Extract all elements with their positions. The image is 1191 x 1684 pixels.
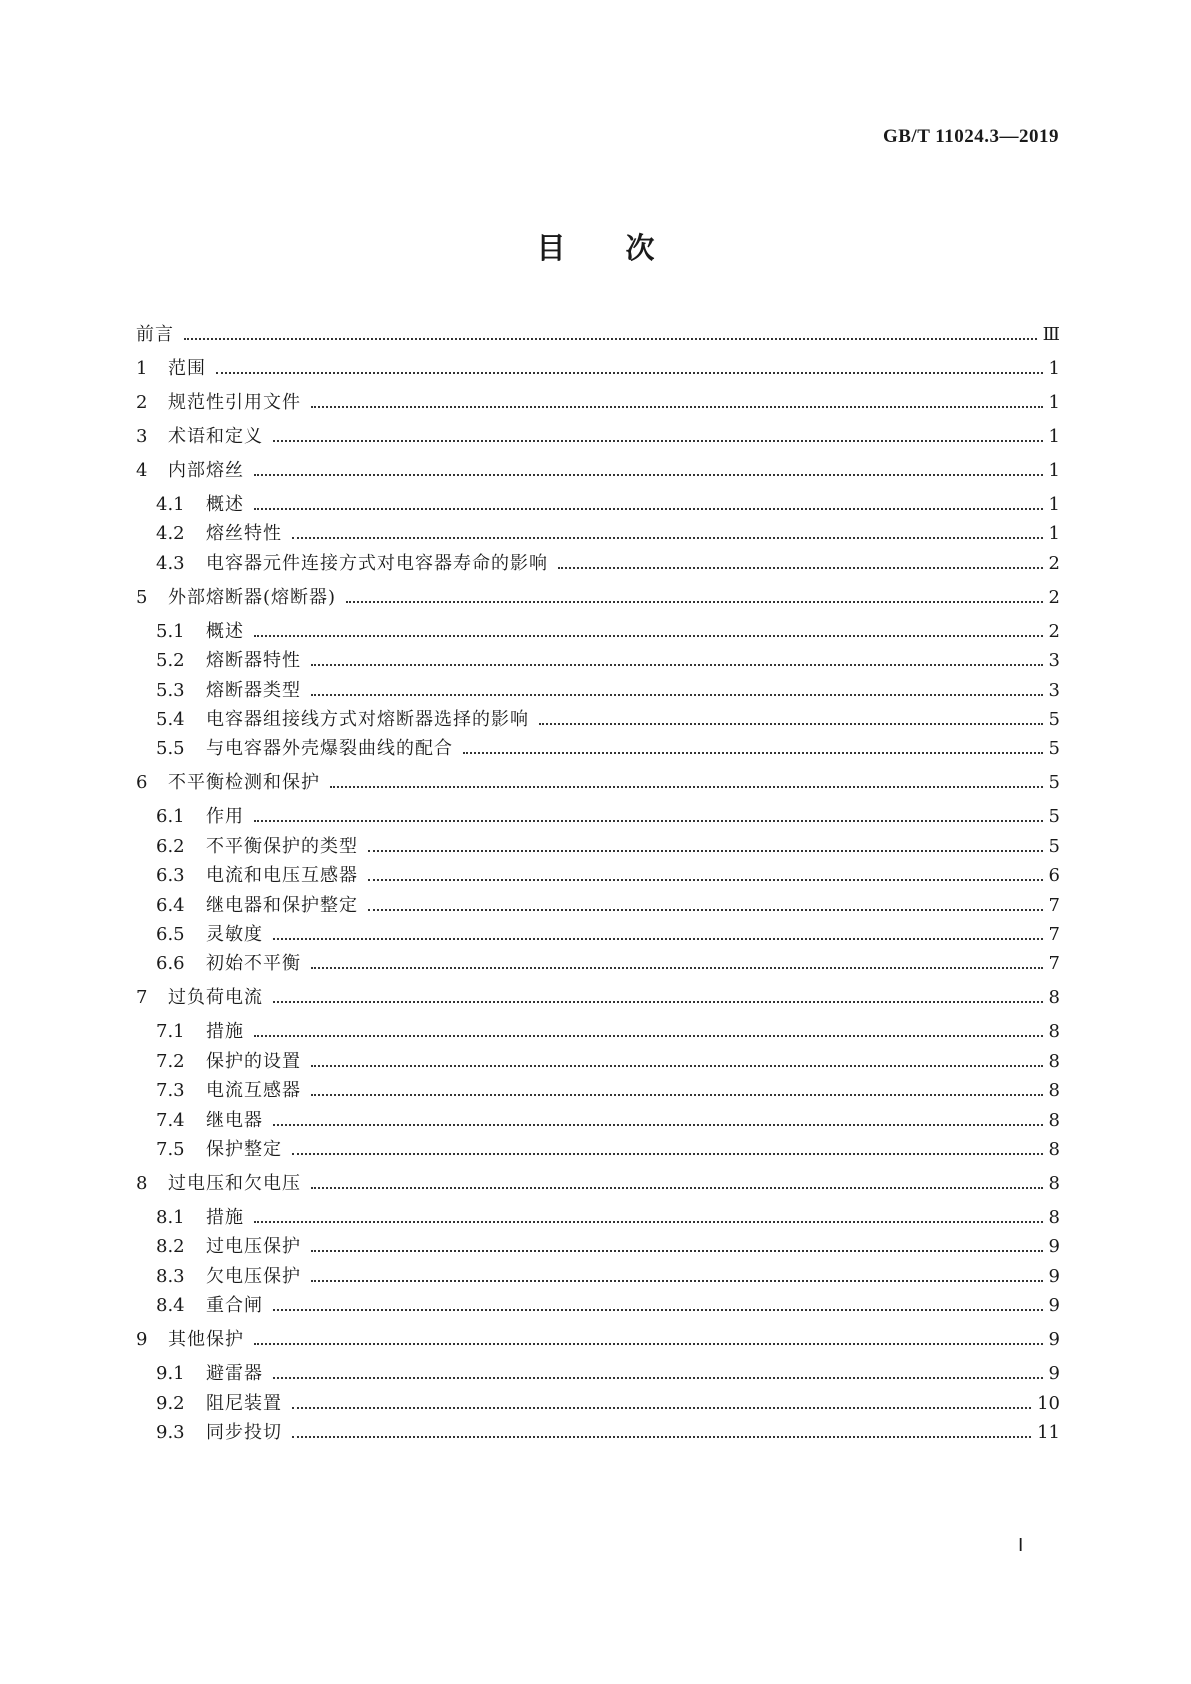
toc-entry[interactable] [156,737,1060,761]
toc-entry-page: 1 [1048,460,1060,481]
toc-entry-number: 7 [136,987,148,1009]
toc-entry-number: 5.3 [156,679,185,701]
toc-entry[interactable] [156,894,1060,918]
toc-entry-title: 不平衡保护的类型 [206,835,358,857]
toc-entry-page: 7 [1048,924,1060,945]
toc-entry-page: 8 [1048,1109,1060,1131]
toc-entry-title: 继电器和保护整定 [206,894,358,916]
toc-entry-title: 熔断器特性 [206,650,301,672]
toc-entry[interactable] [156,864,1060,888]
toc-entry-number: 1 [136,358,148,379]
toc-entry-page: 8 [1048,1139,1060,1160]
dot-leader [254,474,1043,476]
toc-entry-title: 同步投切 [206,1422,282,1443]
toc-entry-number: 6.5 [156,924,185,945]
toc-entry-title: 继电器 [206,1109,263,1131]
toc-entry-number: 9.1 [156,1363,185,1385]
toc-entry-page: 2 [1048,586,1060,608]
toc-entry[interactable] [156,679,1060,703]
toc-entry-page: 3 [1048,679,1060,701]
dot-leader [330,786,1043,788]
dot-leader [273,938,1043,940]
toc-entry-number: 8.4 [156,1295,185,1317]
toc-entry-number: 6.4 [156,894,185,916]
toc-entry-page: 2 [1048,620,1060,642]
toc-entry[interactable] [156,923,1060,947]
dot-leader [311,1187,1043,1189]
toc-entry-title: 过电压和欠电压 [168,1173,301,1194]
toc-entry-title: 前言 [136,324,174,345]
toc-entry-page: 6 [1048,865,1060,887]
toc-entry[interactable] [156,1138,1060,1162]
toc-entry-number: 9.3 [156,1422,185,1443]
dot-leader [558,567,1043,569]
toc-entry-number: 9.2 [156,1392,185,1414]
toc-entry-title: 内部熔丝 [168,460,244,481]
toc-entry-page: Ⅲ [1042,324,1060,345]
toc-entry-page: 8 [1048,1173,1060,1194]
toc-entry[interactable] [156,1392,1060,1416]
toc-entry[interactable] [156,522,1060,546]
toc-entry-page: 8 [1048,1080,1060,1102]
dot-leader [273,1001,1043,1003]
toc-entry-page: 8 [1048,1207,1060,1228]
dot-leader [184,338,1037,340]
toc-entry-number: 6.2 [156,835,185,857]
dot-leader [311,1065,1043,1067]
dot-leader [463,752,1043,754]
toc-entry-page: 9 [1048,1363,1060,1385]
dot-leader [292,1153,1043,1155]
toc-entry[interactable] [156,1050,1060,1074]
toc-entry-page: 9 [1048,1236,1060,1258]
toc-entry-title: 措施 [206,1207,244,1228]
toc-entry-page: 5 [1048,738,1060,760]
toc-entry[interactable] [136,323,1060,347]
toc-entry-page: 5 [1048,806,1060,828]
toc-entry-page: 1 [1048,358,1060,379]
toc-entry-page: 8 [1048,1021,1060,1043]
toc-entry-page: 9 [1048,1265,1060,1287]
toc-entry-number: 9 [136,1329,148,1351]
dot-leader [311,967,1043,969]
dot-leader [254,508,1043,510]
toc-entry[interactable] [136,586,1060,610]
toc-entry-number: 8.3 [156,1265,185,1287]
dot-leader [292,537,1043,539]
toc-entry[interactable] [156,1265,1060,1289]
toc-entry-title: 规范性引用文件 [168,392,301,413]
toc-entry-title: 电流互感器 [206,1080,301,1102]
toc-entry-title: 电容器元件连接方式对电容器寿命的影响 [206,552,548,574]
dot-leader [539,723,1043,725]
toc-entry-page: 9 [1048,1295,1060,1317]
toc-entry-page: 5 [1048,772,1060,794]
toc-entry-number: 7.4 [156,1109,185,1131]
toc-entry-number: 5.5 [156,738,185,760]
toc-entry[interactable] [136,771,1060,795]
toc-entry-title: 范围 [168,358,206,379]
toc-entry-title: 电容器组接线方式对熔断器选择的影响 [206,709,529,730]
toc-entry-page: 9 [1048,1329,1060,1351]
toc-entry[interactable] [156,1206,1060,1230]
toc-entry-title: 措施 [206,1021,244,1043]
toc-entry-page: 5 [1048,709,1060,730]
toc-entry-page: 7 [1048,894,1060,916]
dot-leader [311,1250,1043,1252]
toc-entry[interactable] [156,835,1060,859]
toc-entry-title: 不平衡检测和保护 [168,772,320,794]
toc-entry[interactable] [136,1172,1060,1196]
toc-entry[interactable] [156,1020,1060,1044]
standard-number: GB/T 11024.3—2019 [882,126,1059,147]
dot-leader [368,909,1043,911]
toc-entry-number: 2 [136,392,148,413]
toc-entry-title: 电流和电压互感器 [206,865,358,887]
toc-entry-title: 术语和定义 [168,426,263,447]
toc-entry-number: 7.5 [156,1139,185,1160]
toc-entry-number: 8.2 [156,1236,185,1258]
toc-entry-number: 6.6 [156,953,185,975]
toc-entry-page: 7 [1048,953,1060,975]
toc-entry-number: 4.2 [156,523,185,545]
toc-entry-number: 7.3 [156,1080,185,1102]
toc-entry[interactable] [156,649,1060,673]
page-number: Ⅰ [1018,1535,1024,1555]
toc-entry-number: 8.1 [156,1207,185,1228]
toc-entry[interactable] [136,391,1060,415]
toc-entry-number: 3 [136,426,148,447]
toc-entry-title: 初始不平衡 [206,953,301,975]
toc-entry[interactable] [156,1294,1060,1318]
dot-leader [311,664,1043,666]
toc-entry[interactable] [136,459,1060,483]
toc-entry[interactable] [156,805,1060,829]
toc-entry-title: 作用 [206,806,244,828]
toc-entry[interactable] [136,1328,1060,1352]
toc-entry-number: 6.1 [156,806,185,828]
toc-entry-number: 6.3 [156,865,185,887]
toc-entry[interactable] [156,952,1060,976]
toc-entry-title: 熔断器类型 [206,679,301,701]
toc-entry[interactable] [156,1109,1060,1133]
toc-entry-page: 1 [1048,426,1060,447]
dot-leader [254,1343,1043,1345]
toc-entry-title: 其他保护 [168,1329,244,1351]
dot-leader [273,1309,1043,1311]
dot-leader [292,1436,1031,1438]
toc-entry-number: 4 [136,460,148,481]
toc-entry[interactable] [136,357,1060,381]
toc-entry-title: 过电压保护 [206,1236,301,1258]
dot-leader [368,879,1043,881]
toc-entry[interactable] [156,708,1060,732]
dot-leader [311,694,1043,696]
toc-entry-number: 8 [136,1173,148,1194]
toc-entry-title: 熔丝特性 [206,523,282,545]
toc-entry-number: 5.2 [156,650,185,672]
toc-entry-number: 5.4 [156,709,185,730]
toc-entry[interactable] [156,1421,1060,1445]
dot-leader [273,1377,1043,1379]
dot-leader [368,850,1043,852]
toc-entry-title: 与电容器外壳爆裂曲线的配合 [206,738,453,760]
toc-entry-page: 5 [1048,835,1060,857]
toc-entry-page: 1 [1048,392,1060,413]
dot-leader [311,1094,1043,1096]
toc-entry[interactable] [156,1079,1060,1103]
toc-entry-number: 5 [136,586,148,608]
dot-leader [273,1124,1043,1126]
toc-entry[interactable] [156,493,1060,517]
toc-entry[interactable] [136,986,1060,1010]
dot-leader [254,1221,1043,1223]
dot-leader [254,1035,1043,1037]
toc-entry-title: 保护整定 [206,1139,282,1160]
toc-entry[interactable] [136,425,1060,449]
toc-entry-page: 2 [1048,552,1060,574]
toc-entry-title: 概述 [206,494,244,515]
toc-entry-title: 阻尼装置 [206,1392,282,1414]
toc-entry-title: 重合闸 [206,1295,263,1317]
page-title: 目次 [536,231,715,265]
toc-entry-number: 4.1 [156,494,185,515]
toc-entry-title: 外部熔断器(熔断器) [168,586,337,608]
dot-leader [254,820,1043,822]
toc-entry[interactable] [156,552,1060,576]
dot-leader [273,440,1043,442]
toc-entry[interactable] [156,1362,1060,1386]
toc-entry-page: 8 [1048,987,1060,1009]
toc-entry-title: 避雷器 [206,1363,263,1385]
toc-entry-title: 概述 [206,620,244,642]
toc-entry-page: 1 [1048,523,1060,545]
toc-entry[interactable] [156,620,1060,644]
toc-entry-number: 7.1 [156,1021,185,1043]
dot-leader [292,1407,1031,1409]
toc-entry-page: 11 [1037,1422,1060,1443]
toc-entry-page: 3 [1048,650,1060,672]
toc-entry-number: 7.2 [156,1050,185,1072]
toc-entry-title: 过负荷电流 [168,987,263,1009]
toc-entry-page: 10 [1037,1392,1060,1414]
dot-leader [216,372,1043,374]
toc-entry-page: 8 [1048,1050,1060,1072]
toc-entry-number: 6 [136,772,148,794]
toc-entry-number: 4.3 [156,552,185,574]
toc-entry[interactable] [156,1235,1060,1259]
toc-entry-page: 1 [1048,494,1060,515]
toc-entry-number: 5.1 [156,620,185,642]
dot-leader [311,1280,1043,1282]
toc-entry-title: 保护的设置 [206,1050,301,1072]
dot-leader [346,601,1043,603]
toc-entry-title: 欠电压保护 [206,1265,301,1287]
dot-leader [254,635,1043,637]
toc-entry-title: 灵敏度 [206,924,263,945]
dot-leader [311,406,1043,408]
